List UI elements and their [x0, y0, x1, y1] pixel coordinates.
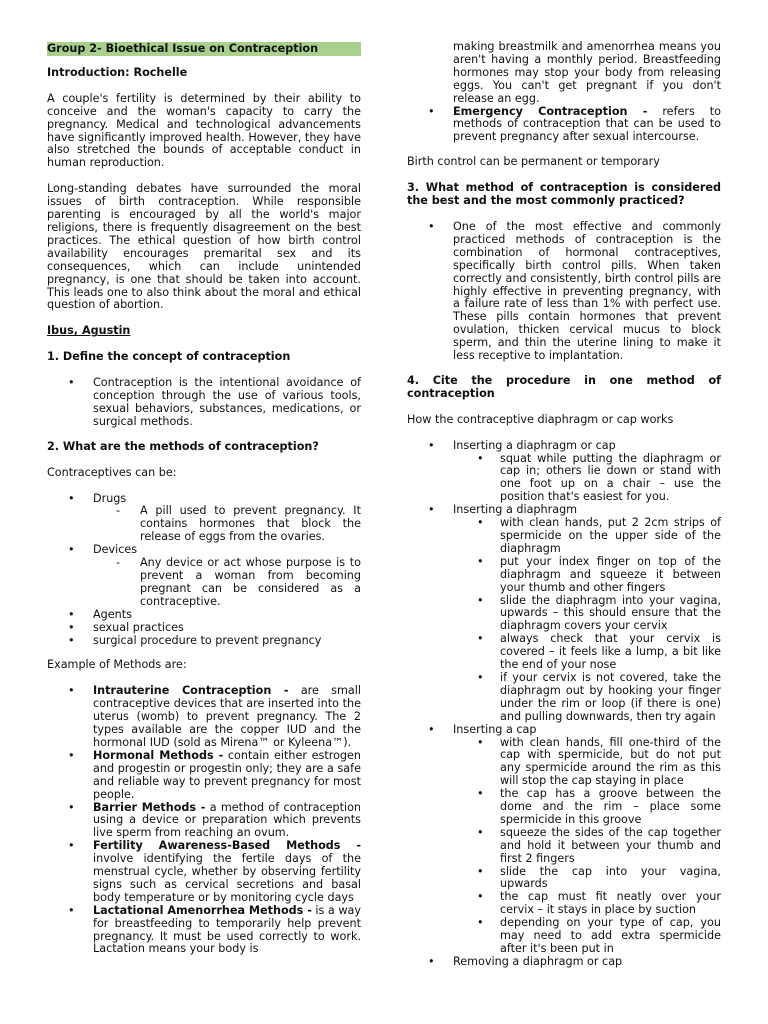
list-item: • surgical procedure to prevent pregnancy [47, 635, 361, 648]
method-desc: are small contraceptive devices that are inserted into the uterus (womb) to prevent pregnancy. The 2 types available are the copper IUD and the hormonal IUD (sold as Mirena™ or Kyleena™). [93, 684, 361, 749]
examples-heading: Example of Methods are: [47, 658, 187, 672]
list-subitem: • slide the diaphragm into your vagina, upwards – this should ensure that the diaphragm covers your cervix [407, 595, 721, 634]
intro-paragraph-1: A couple's fertility is determined by their ability to conceive and the woman's capacity to carry the pregnancy. Medical and technological advancements have significantly improved health. However, they have also stretched the bounds of acceptable conduct in human reproduction. [47, 91, 361, 170]
list-subitem: • with clean hands, put 2 2cm strips of spermicide on the upper side of the diaphragm [407, 517, 721, 556]
intro-paragraph-2: Long-standing debates have surrounded the moral issues of birth contraception. While responsible parenting is encouraged by all the world's major religions, there is frequently disagreement on the best practices. The ethical question of how birth control availability encourages premarital sex and its consequences, which can include unintended pregnancy, is one that should be taken into account. This leads one to also think about the moral and ethical question of abortion. [47, 182, 361, 312]
method-desc: a method of contraception using a device or preparation which prevents live sperm from reaching an ovum. [93, 800, 362, 840]
intro-heading: Introduction: Rochelle [47, 65, 188, 79]
author-heading: Ibus, Agustin [47, 324, 131, 338]
list-subitem: • with clean hands, fill one-third of the cap with spermicide, but do not put any spermicide around the rim as this will stop the cap staying in place [407, 737, 721, 789]
list-subitem: - A pill used to prevent pregnancy. It contains hormones that block the release of eggs from the ovaries. [47, 505, 361, 544]
contraceptives-can-be: Contraceptives can be: [47, 465, 177, 479]
left-column [47, 41, 361, 956]
list-item: • One of the most effective and commonly practiced methods of contraception is the combination of hormonal contraceptives, specifically birth control pills. When taken correctly and consistently, birth control pills are highly effective in preventing pregnancy, with a failure rate of less than 1% with perfect use. These pills contain hormones that prevent ovulation, thicken cervical mucus to block sperm, and thin the uterine lining to make it less receptive to implantation. [407, 221, 721, 363]
method-desc: involve identifying the fertile days of the menstrual cycle, whether by observing fertility signs such as cervical secretions and basal body temperature or by monitoring cycle days [93, 852, 361, 904]
diaphragm-intro: How the contraceptive diaphragm or cap works [407, 412, 674, 426]
list-item: • Drugs [47, 493, 361, 506]
list-subitem: - Any device or act whose purpose is to prevent a woman from becoming pregnant can be considered as a contraceptive. [47, 557, 361, 609]
contraceptive-types-list [47, 493, 361, 648]
list-item: • Inserting a diaphragm [407, 504, 721, 517]
question-1-heading: 1. Define the concept of contraception [47, 350, 291, 364]
list-item [47, 685, 361, 750]
question-1-list [47, 377, 361, 429]
method-name: Lactational Amenorrhea Methods - [93, 903, 312, 917]
list-subitem: • slide the cap into your vagina, upwards [407, 866, 721, 892]
list-item: • sexual practices [47, 622, 361, 635]
permanent-or-temporary: Birth control can be permanent or temporary [407, 155, 660, 169]
list-item [47, 905, 361, 957]
list-subitem: • put your index finger on top of the diaphragm and squeeze it between your thumb and other fingers [407, 556, 721, 595]
method-name: Hormonal Methods - [93, 748, 224, 762]
list-subitem: • the cap must fit neatly over your cervix – it stays in place by suction [407, 891, 721, 917]
methods-list [47, 685, 361, 956]
method-name: Fertility Awareness-Based Methods - [93, 839, 361, 853]
question-4-heading: 4. Cite the procedure in one method of contraception [407, 373, 721, 400]
list-item: • Agents [47, 609, 361, 622]
list-subitem: • the cap has a groove between the dome and the rim – place some spermicide in this groove [407, 788, 721, 827]
method-desc: contain either estrogen and progestin or progestin only; they are a safe and reliable way to prevent pregnancy for most people. [93, 748, 361, 801]
right-column [407, 41, 721, 969]
method-name: Intrauterine Contraception - [93, 684, 289, 698]
question-3-list [407, 221, 721, 363]
methods-list-continued [407, 41, 721, 144]
list-item-continuation: making breastmilk and amenorrhea means you aren't having a monthly period. Breastfeeding hormones may stop your body from releasing eggs. You can't get pregnant if you don't release an egg. [453, 40, 721, 105]
list-subitem: • squat while putting the diaphragm or cap in; others lie down or stand with one foot up on a chair – use the position that's easiest for you. [407, 453, 721, 505]
method-desc: is a way for breastfeeding to temporarily help prevent pregnancy. It must be used correctly to work. Lactation means your body is [93, 903, 361, 956]
list-item: • Inserting a cap [407, 724, 721, 737]
method-name: Emergency Contraception - [453, 104, 648, 118]
list-subitem: • depending on your type of cap, you may need to add extra spermicide after it's been put in [407, 917, 721, 956]
list-item: • Devices [47, 544, 361, 557]
list-item [47, 802, 361, 841]
method-name: Barrier Methods - [93, 800, 206, 814]
list-subitem: • squeeze the sides of the cap together and hold it between your thumb and first 2 fingers [407, 827, 721, 866]
method-desc: refers to methods of contraception that can be used to prevent pregnancy after sexual intercourse. [453, 104, 721, 144]
list-subitem: • if your cervix is not covered, take the diaphragm out by hooking your finger under the rim or loop (if there is one) and pulling downwards, then try again [407, 672, 721, 724]
list-item [407, 106, 721, 145]
procedure-list [407, 440, 721, 969]
list-subitem: • always check that your cervix is covered – it feels like a lump, a bit like the end of your nose [407, 633, 721, 672]
list-item: • Inserting a diaphragm or cap [407, 440, 721, 453]
list-item [47, 750, 361, 802]
list-item: • Contraception is the intentional avoidance of conception through the use of various tools, sexual behaviors, substances, medications, or surgical methods. [47, 377, 361, 429]
list-item [47, 840, 361, 905]
question-3-heading: 3. What method of contraception is considered the best and the most commonly practiced? [407, 181, 721, 208]
list-item: • Removing a diaphragm or cap [407, 956, 721, 969]
question-2-heading: 2. What are the methods of contraception? [47, 439, 319, 453]
group-title: Group 2- Bioethical Issue on Contraception [47, 42, 361, 56]
